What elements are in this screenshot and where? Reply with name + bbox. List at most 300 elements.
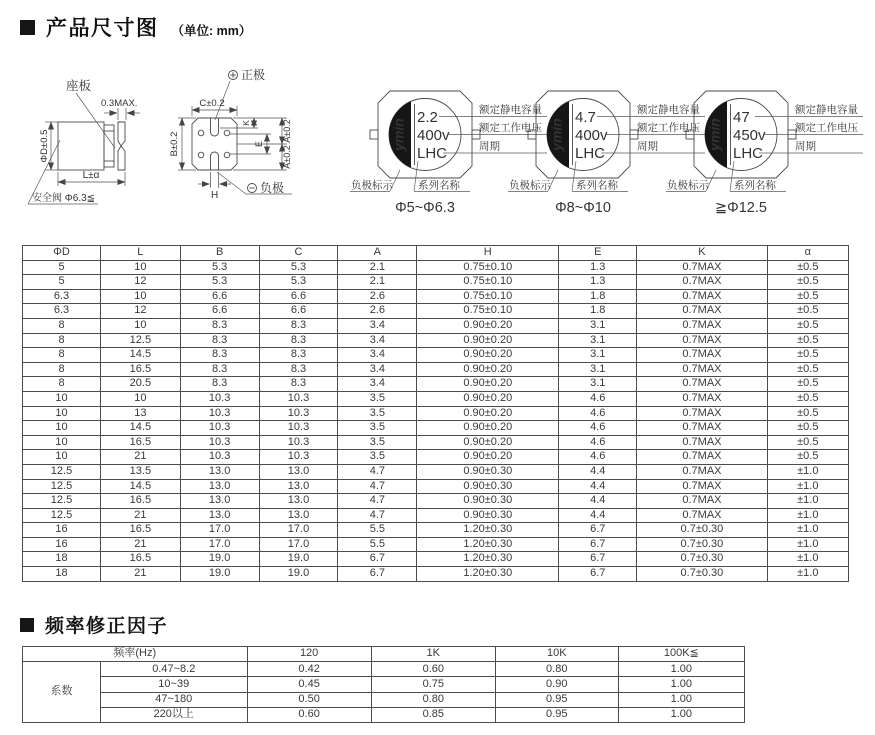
dim-table-cell: 8.3 [180, 362, 259, 377]
dim-table-cell: 0.90±0.30 [417, 508, 559, 523]
dim-table-cell: 17.0 [259, 537, 338, 552]
dim-table-cell: 12.5 [23, 494, 101, 509]
dim-table-cell: 8.3 [180, 377, 259, 392]
dim-table-row [23, 523, 849, 538]
a-dim-label-top: A±0.2 [282, 119, 292, 143]
length-dim-label: L±α [82, 170, 100, 181]
label-period: 周期 [795, 140, 816, 153]
dim-table-cell: ±0.5 [767, 450, 848, 465]
dim-table-cell: 0.7MAX [637, 464, 767, 479]
dim-table-cell: 16.5 [101, 362, 181, 377]
dim-table-cell: 4.4 [559, 479, 637, 494]
dim-table-cell: 8 [23, 377, 101, 392]
dim-table-cell: 10.3 [259, 450, 338, 465]
dim-table-cell: 17.0 [180, 537, 259, 552]
dim-table-row [23, 406, 849, 421]
dim-table-cell: ±0.5 [767, 304, 848, 319]
frequency-table [22, 646, 745, 723]
dim-table-row [23, 537, 849, 552]
top-dim-label: 0.3MAX. [101, 98, 138, 109]
dim-table-cell: 8 [23, 318, 101, 333]
dim-table-cell: 8 [23, 333, 101, 348]
dim-table-cell: 0.7MAX [637, 333, 767, 348]
marking-capacitance: 47 [733, 109, 750, 126]
label-period: 周期 [479, 140, 500, 153]
dim-table-cell: ±0.5 [767, 435, 848, 450]
dim-table-cell: 12 [101, 275, 181, 290]
dim-table-cell: ±0.5 [767, 260, 848, 275]
dim-table-cell: ±0.5 [767, 421, 848, 436]
dim-table-cell: 16.5 [101, 435, 181, 450]
diameter-dim-label: ΦD±0.5 [39, 129, 50, 163]
dim-table-cell: 14.5 [101, 479, 181, 494]
size-range-caption: Φ8~Φ10 [555, 200, 611, 216]
dim-table-cell: 3.1 [559, 318, 637, 333]
dim-table-cell: ±1.0 [767, 494, 848, 509]
label-rated-voltage: 额定工作电压 [637, 122, 700, 134]
dim-table-cell: 16 [23, 537, 101, 552]
dim-table-cell: 0.7±0.30 [637, 523, 767, 538]
dim-table-cell: 13 [101, 406, 181, 421]
dim-table-cell: 4.4 [559, 464, 637, 479]
dim-table-cell: 3.1 [559, 333, 637, 348]
dim-table-cell: 8 [23, 362, 101, 377]
section-title-frequency [20, 611, 168, 638]
dim-table-cell: 13.0 [259, 464, 338, 479]
dim-table-cell: 13.0 [180, 508, 259, 523]
dim-table-row [23, 435, 849, 450]
dim-table-cell: 1.8 [559, 304, 637, 319]
dim-table-row [23, 362, 849, 377]
dim-table-cell: 3.5 [338, 406, 417, 421]
dim-table-cell: 0.90±0.20 [417, 391, 559, 406]
dimension-table-body [23, 260, 849, 581]
freq-range-cell: 220以上 [100, 707, 247, 722]
dim-table-cell: 6.7 [338, 567, 417, 582]
dim-table-cell: ±1.0 [767, 537, 848, 552]
dim-table-cell: 0.7MAX [637, 494, 767, 509]
dim-table-cell: 3.1 [559, 348, 637, 363]
positive-terminal-label: 正极 [241, 68, 266, 82]
freq-range-cell: 47~180 [100, 692, 247, 707]
dim-table-cell: 10.3 [259, 391, 338, 406]
dim-table-cell: 4.6 [559, 450, 637, 465]
freq-table-row [23, 692, 745, 707]
dim-table-cell: 6.6 [259, 304, 338, 319]
dim-table-row [23, 333, 849, 348]
pad-hole [224, 130, 230, 136]
dim-table-cell: ±1.0 [767, 567, 848, 582]
coefficient-row-label: 系数 [23, 662, 101, 723]
dim-table-cell: 10.3 [259, 421, 338, 436]
freq-value-cell: 0.75 [371, 677, 495, 692]
dim-column-header: B [180, 246, 259, 261]
dim-table-cell: 3.5 [338, 391, 417, 406]
dim-table-row [23, 508, 849, 523]
frequency-section-title: 频率修正因子 [45, 616, 169, 637]
dim-table-cell: ±0.5 [767, 391, 848, 406]
dim-table-cell: 10 [23, 391, 101, 406]
dim-table-cell: ±0.5 [767, 333, 848, 348]
dim-table-cell: 1.20±0.30 [417, 537, 559, 552]
dim-table-cell: 10 [101, 289, 181, 304]
freq-column-header: 10K [495, 647, 618, 662]
dim-table-cell: 0.90±0.20 [417, 450, 559, 465]
dim-table-cell: 16.5 [101, 552, 181, 567]
dim-table-cell: 0.75±0.10 [417, 260, 559, 275]
dim-table-cell: 6.6 [259, 289, 338, 304]
dim-table-cell: 2.6 [338, 304, 417, 319]
dim-table-cell: 12.5 [23, 479, 101, 494]
label-period: 周期 [637, 140, 658, 153]
dim-table-cell: 2.6 [338, 289, 417, 304]
dim-column-header: α [767, 246, 848, 261]
dim-table-cell: 0.90±0.20 [417, 406, 559, 421]
freq-value-cell: 0.85 [371, 707, 495, 722]
dim-table-cell: 4.4 [559, 494, 637, 509]
dim-table-cell: 8.3 [259, 333, 338, 348]
dim-table-cell: 4.6 [559, 435, 637, 450]
dim-table-cell: 2.1 [338, 260, 417, 275]
dim-table-cell: 6.3 [23, 289, 101, 304]
dim-table-cell: 0.7MAX [637, 435, 767, 450]
size-range-caption: Φ5~Φ6.3 [395, 200, 455, 216]
dim-table-cell: 1.20±0.30 [417, 523, 559, 538]
dim-table-cell: 8.3 [180, 333, 259, 348]
freq-table-header-row [23, 647, 745, 662]
dim-table-cell: 16.5 [101, 494, 181, 509]
title-unit: （单位: mm） [171, 23, 252, 38]
dim-table-cell: 3.1 [559, 377, 637, 392]
h-dim-label: H [211, 190, 219, 201]
dim-table-cell: 13.0 [180, 464, 259, 479]
dim-table-cell: 13.0 [180, 479, 259, 494]
brand-logo: ymin [706, 118, 723, 151]
dim-table-row [23, 421, 849, 436]
dim-table-cell: ±1.0 [767, 552, 848, 567]
marking-series: LHC [575, 145, 606, 162]
dim-table-cell: 0.7MAX [637, 304, 767, 319]
dimension-table [22, 245, 849, 582]
dim-table-cell: 18 [23, 567, 101, 582]
dimension-table-header-row [23, 246, 849, 261]
dim-table-cell: 19.0 [180, 567, 259, 582]
freq-value-cell: 0.90 [495, 677, 618, 692]
dim-table-cell: 0.7MAX [637, 479, 767, 494]
dim-table-cell: 10 [23, 435, 101, 450]
marking-voltage: 450v [733, 127, 766, 144]
dim-table-cell: 3.5 [338, 450, 417, 465]
freq-range-cell: 0.47~8.2 [100, 662, 247, 677]
dim-table-cell: 6.7 [559, 537, 637, 552]
dim-table-cell: 3.4 [338, 333, 417, 348]
dim-column-header: ΦD [23, 246, 101, 261]
k-dim-label: K [241, 120, 251, 126]
dim-table-cell: 4.4 [559, 508, 637, 523]
c-dim-label: C±0.2 [199, 98, 225, 109]
dim-table-cell: 10.3 [259, 406, 338, 421]
dim-table-cell: 0.90±0.20 [417, 377, 559, 392]
dim-table-cell: 17.0 [180, 523, 259, 538]
dim-table-cell: 8.3 [259, 362, 338, 377]
dim-table-cell: 3.5 [338, 421, 417, 436]
marking-series: LHC [733, 145, 764, 162]
label-rated-capacitance: 额定静电容量 [637, 104, 700, 116]
dim-table-cell: 8.3 [180, 318, 259, 333]
label-series-name: 系列名称 [418, 179, 460, 192]
dim-table-cell: 10.3 [180, 391, 259, 406]
dim-table-cell: ±0.5 [767, 406, 848, 421]
dim-table-cell: 5.3 [180, 260, 259, 275]
brand-logo: ymin [390, 118, 407, 151]
dim-table-cell: 0.7±0.30 [637, 537, 767, 552]
freq-header-label: 频率(Hz) [23, 647, 248, 662]
freq-column-header: 120 [247, 647, 371, 662]
dim-column-header: H [417, 246, 559, 261]
dim-table-cell: 13.0 [259, 508, 338, 523]
dim-table-row [23, 275, 849, 290]
left-tab [686, 130, 694, 139]
dim-table-cell: 4.6 [559, 406, 637, 421]
label-rated-capacitance: 额定静电容量 [795, 104, 858, 116]
freq-value-cell: 0.95 [495, 707, 618, 722]
dim-table-cell: 0.7±0.30 [637, 552, 767, 567]
freq-value-cell: 0.95 [495, 692, 618, 707]
dim-table-cell: 0.75±0.10 [417, 289, 559, 304]
freq-table-row [23, 707, 745, 722]
dim-table-cell: 0.7MAX [637, 348, 767, 363]
dim-table-cell: 4.7 [338, 494, 417, 509]
dim-table-cell: 6.7 [559, 567, 637, 582]
dim-table-cell: 21 [101, 450, 181, 465]
dim-table-cell: 6.6 [180, 289, 259, 304]
dim-table-cell: 4.7 [338, 479, 417, 494]
dim-table-cell: 19.0 [259, 567, 338, 582]
brand-logo: ymin [548, 118, 565, 151]
dim-table-cell: 1.3 [559, 275, 637, 290]
dim-table-cell: 1.20±0.30 [417, 567, 559, 582]
dim-table-cell: 3.4 [338, 318, 417, 333]
dim-table-cell: 8.3 [259, 318, 338, 333]
dim-table-cell: 10.3 [259, 435, 338, 450]
dim-table-cell: 0.75±0.10 [417, 304, 559, 319]
freq-value-cell: 0.60 [371, 662, 495, 677]
dim-table-row [23, 494, 849, 509]
pad-hole [198, 152, 204, 158]
dim-table-cell: 21 [101, 567, 181, 582]
dim-table-cell: 5 [23, 260, 101, 275]
negative-leader-line [217, 172, 246, 194]
dim-table-row [23, 318, 849, 333]
dim-table-cell: 8.3 [259, 377, 338, 392]
marking-series: LHC [417, 145, 448, 162]
dim-table-cell: 0.90±0.20 [417, 362, 559, 377]
seat-plate-label: 座板 [66, 79, 92, 93]
dim-table-cell: 12.5 [23, 464, 101, 479]
dim-table-cell: 0.7MAX [637, 450, 767, 465]
dim-table-cell: 0.75±0.10 [417, 275, 559, 290]
dim-table-cell: 5.3 [180, 275, 259, 290]
dim-table-cell: 12.5 [101, 333, 181, 348]
dim-table-cell: 10.3 [180, 450, 259, 465]
seat-plate-shape [118, 122, 125, 170]
label-rated-voltage: 额定工作电压 [795, 122, 858, 134]
dim-table-cell: ±1.0 [767, 464, 848, 479]
pad-hole [198, 130, 204, 136]
freq-value-cell: 0.42 [247, 662, 371, 677]
dim-table-cell: 6.7 [559, 552, 637, 567]
dim-table-row [23, 289, 849, 304]
dim-table-cell: ±0.5 [767, 318, 848, 333]
dim-table-cell: 12.5 [23, 508, 101, 523]
dim-table-cell: 5.3 [259, 275, 338, 290]
dim-table-cell: 8 [23, 348, 101, 363]
safety-valve-label: 安全阀 Φ6.3≦ [32, 193, 96, 204]
freq-table-body [23, 662, 745, 723]
label-negative-mark: 负极标示 [351, 179, 393, 192]
dim-table-cell: 13.0 [259, 479, 338, 494]
capacitor-body [58, 122, 104, 170]
dim-table-cell: 3.4 [338, 362, 417, 377]
dim-table-cell: ±0.5 [767, 275, 848, 290]
dim-table-row [23, 348, 849, 363]
dim-table-cell: 20.5 [101, 377, 181, 392]
dim-table-row [23, 304, 849, 319]
dim-table-cell: 6.3 [23, 304, 101, 319]
freq-range-cell: 10~39 [100, 677, 247, 692]
dim-table-cell: 4.7 [338, 464, 417, 479]
dim-table-cell: 10 [101, 260, 181, 275]
dim-table-cell: 19.0 [259, 552, 338, 567]
dim-table-cell: 14.5 [101, 421, 181, 436]
dim-table-cell: ±1.0 [767, 508, 848, 523]
dim-table-row [23, 552, 849, 567]
dim-table-cell: 0.7MAX [637, 260, 767, 275]
marking-capacitance: 2.2 [417, 109, 438, 126]
b-dim-label: B±0.2 [169, 131, 180, 157]
dim-table-cell: 1.3 [559, 260, 637, 275]
freq-value-cell: 0.80 [371, 692, 495, 707]
dim-table-cell: ±0.5 [767, 362, 848, 377]
freq-value-cell: 0.50 [247, 692, 371, 707]
dim-table-cell: 19.0 [180, 552, 259, 567]
dim-table-cell: 10.3 [180, 421, 259, 436]
dim-table-cell: 0.7MAX [637, 406, 767, 421]
marking-capacitance: 4.7 [575, 109, 596, 126]
dim-table-cell: 5.5 [338, 523, 417, 538]
label-rated-capacitance: 额定静电容量 [479, 104, 542, 116]
dim-table-cell: 4.6 [559, 391, 637, 406]
page-title: 产品尺寸图 [46, 17, 159, 40]
marking-diagram-large [666, 83, 866, 253]
dim-table-cell: 13.0 [180, 494, 259, 509]
dim-table-cell: 3.4 [338, 348, 417, 363]
left-tab [370, 130, 378, 139]
dim-table-cell: 0.90±0.20 [417, 333, 559, 348]
freq-table-row [23, 677, 745, 692]
dim-table-cell: 4.7 [338, 508, 417, 523]
marking-voltage: 400v [417, 127, 450, 144]
dim-table-cell: 0.7MAX [637, 508, 767, 523]
dim-table-cell: 0.90±0.20 [417, 348, 559, 363]
dim-table-cell: 21 [101, 508, 181, 523]
dim-table-cell: 14.5 [101, 348, 181, 363]
square-bullet-icon [20, 618, 34, 632]
dim-table-cell: 10 [23, 406, 101, 421]
dim-table-cell: 5.5 [338, 537, 417, 552]
label-rated-voltage: 额定工作电压 [479, 122, 542, 134]
dim-table-cell: 0.90±0.30 [417, 464, 559, 479]
negative-slot [211, 152, 219, 170]
dim-table-cell: 10 [23, 421, 101, 436]
dim-table-cell: 5 [23, 275, 101, 290]
capacitor-bottom-view-drawing [170, 58, 335, 228]
dim-table-row [23, 260, 849, 275]
dim-column-header: K [637, 246, 767, 261]
dim-table-row [23, 567, 849, 582]
dim-table-cell: 21 [101, 537, 181, 552]
dim-table-cell: 16.5 [101, 523, 181, 538]
dim-table-cell: 8.3 [259, 348, 338, 363]
freq-table-row [23, 662, 745, 677]
freq-value-cell: 1.00 [618, 707, 744, 722]
dim-table-cell: 17.0 [259, 523, 338, 538]
negative-terminal-label: 负极 [260, 181, 285, 195]
dim-table-cell: 10 [101, 391, 181, 406]
left-tab [528, 130, 536, 139]
dim-table-cell: 1.20±0.30 [417, 552, 559, 567]
dim-table-cell: 3.1 [559, 362, 637, 377]
dim-table-row [23, 391, 849, 406]
diagram-strip [0, 55, 875, 245]
section-title-dimensions [20, 12, 251, 42]
dim-table-cell: 0.7MAX [637, 289, 767, 304]
dim-table-cell: 0.90±0.20 [417, 435, 559, 450]
square-bullet-icon [20, 20, 35, 35]
freq-value-cell: 1.00 [618, 677, 744, 692]
dim-column-header: A [338, 246, 417, 261]
label-series-name: 系列名称 [576, 179, 618, 192]
dim-table-cell: 5.3 [259, 260, 338, 275]
dim-table-cell: 0.7±0.30 [637, 567, 767, 582]
dim-table-cell: 10.3 [180, 406, 259, 421]
dim-table-cell: 10.3 [180, 435, 259, 450]
freq-value-cell: 0.45 [247, 677, 371, 692]
positive-slot [211, 118, 219, 136]
label-negative-mark: 负极标示 [509, 179, 551, 192]
freq-column-header: 100K≦ [618, 647, 744, 662]
dim-table-cell: ±1.0 [767, 479, 848, 494]
dim-table-row [23, 464, 849, 479]
a-dim-label-bottom: A±0.2 [282, 145, 292, 169]
dim-table-cell: 0.90±0.30 [417, 479, 559, 494]
dim-table-cell: 16 [23, 523, 101, 538]
dim-table-cell: ±0.5 [767, 348, 848, 363]
dim-table-cell: 1.8 [559, 289, 637, 304]
dim-table-cell: 0.90±0.20 [417, 318, 559, 333]
dim-column-header: L [101, 246, 181, 261]
dim-table-cell: ±1.0 [767, 523, 848, 538]
package-outline [192, 118, 237, 170]
dim-table-row [23, 479, 849, 494]
dim-table-cell: 0.90±0.30 [417, 494, 559, 509]
freq-value-cell: 0.60 [247, 707, 371, 722]
dim-table-cell: 6.6 [180, 304, 259, 319]
dim-table-cell: 0.7MAX [637, 377, 767, 392]
label-series-name: 系列名称 [734, 179, 776, 192]
dim-table-cell: 6.7 [559, 523, 637, 538]
dim-column-header: C [259, 246, 338, 261]
